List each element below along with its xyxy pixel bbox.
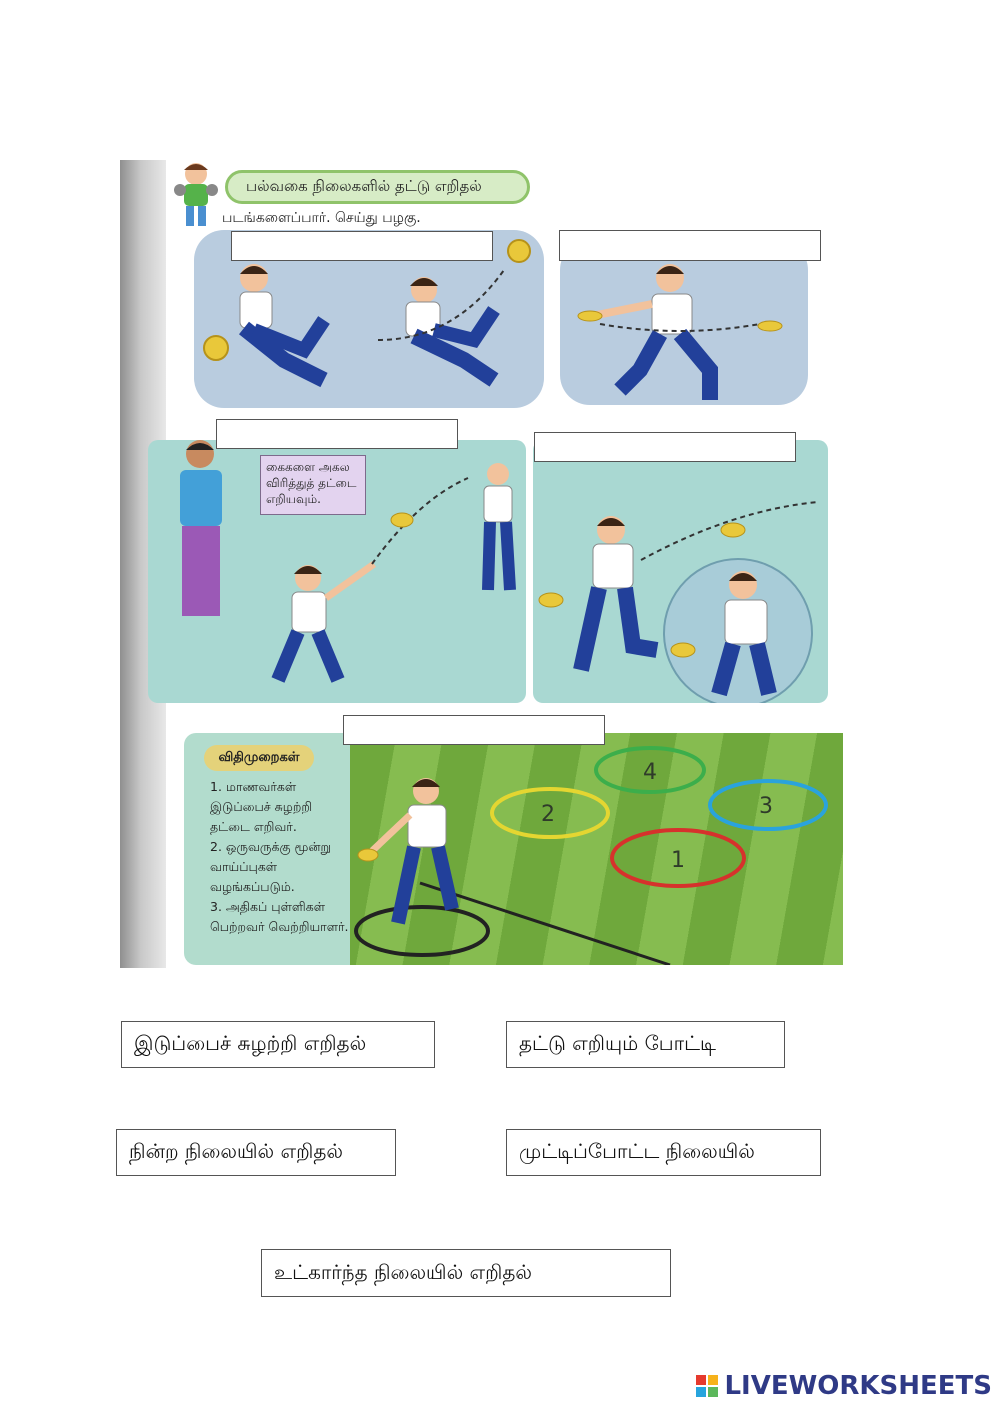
rules-list [210, 777, 350, 937]
label-standing-throw[interactable]: நின்ற நிலையில் எறிதல் [116, 1129, 396, 1176]
rules-title: விதிமுறைகள் [204, 745, 314, 771]
rule-item: 3. அதிகப் புள்ளிகள் பெற்றவர் வெற்றியாளர். [210, 899, 349, 934]
brand-name: LIVEWORKSHEETS [724, 1371, 992, 1401]
answer-slot-4[interactable] [534, 432, 796, 462]
discus-competition-illustration [350, 733, 843, 965]
discus-icon [504, 236, 534, 266]
liveworksheets-watermark [696, 1371, 992, 1401]
boy-mascot-illustration [168, 160, 230, 232]
label-hip-rotation-throw[interactable]: இடுப்பைச் சுழற்றி எறிதல் [121, 1021, 435, 1068]
instruction-speech-bubble: கைகளை அகல விரித்துத் தட்டை எறியவும். [260, 455, 366, 515]
kneeling-throw-illustration [560, 240, 808, 405]
label-kneeling-throw[interactable]: முட்டிப்போட்ட நிலையில் [506, 1129, 821, 1176]
answer-slot-2[interactable] [559, 230, 821, 261]
rule-item: 2. ஒருவருக்கு மூன்று வாய்ப்புகள் வழங்கப்படும். [210, 839, 331, 894]
liveworksheets-logo-icon [696, 1375, 718, 1397]
textbook-page [120, 160, 848, 968]
label-discus-competition[interactable]: தட்டு எறியும் போட்டி [506, 1021, 785, 1068]
ring-number: 4 [643, 760, 657, 785]
answer-slot-3[interactable] [216, 419, 458, 449]
answer-slot-5[interactable] [343, 715, 605, 745]
competition-field [350, 733, 843, 965]
hip-rotation-throw-panel [533, 440, 828, 703]
lesson-title-banner: பல்வகை நிலைகளில் தட்டு எறிதல் [225, 170, 530, 204]
ring-number: 2 [541, 802, 555, 827]
label-sitting-throw[interactable]: உட்கார்ந்த நிலையில் எறிதல் [261, 1249, 671, 1297]
rule-item: 1. மாணவர்கள் இடுப்பைச் சுழற்றி தட்டை எறிவர். [210, 779, 313, 834]
instruction-text: படங்களைப்பார். செய்து பழகு. [222, 210, 421, 226]
hip-rotation-throw-illustration [533, 440, 828, 703]
answer-slot-1[interactable] [231, 231, 493, 261]
kneeling-throw-panel [560, 240, 808, 405]
ring-number: 1 [671, 848, 685, 873]
ring-number: 3 [759, 794, 773, 819]
